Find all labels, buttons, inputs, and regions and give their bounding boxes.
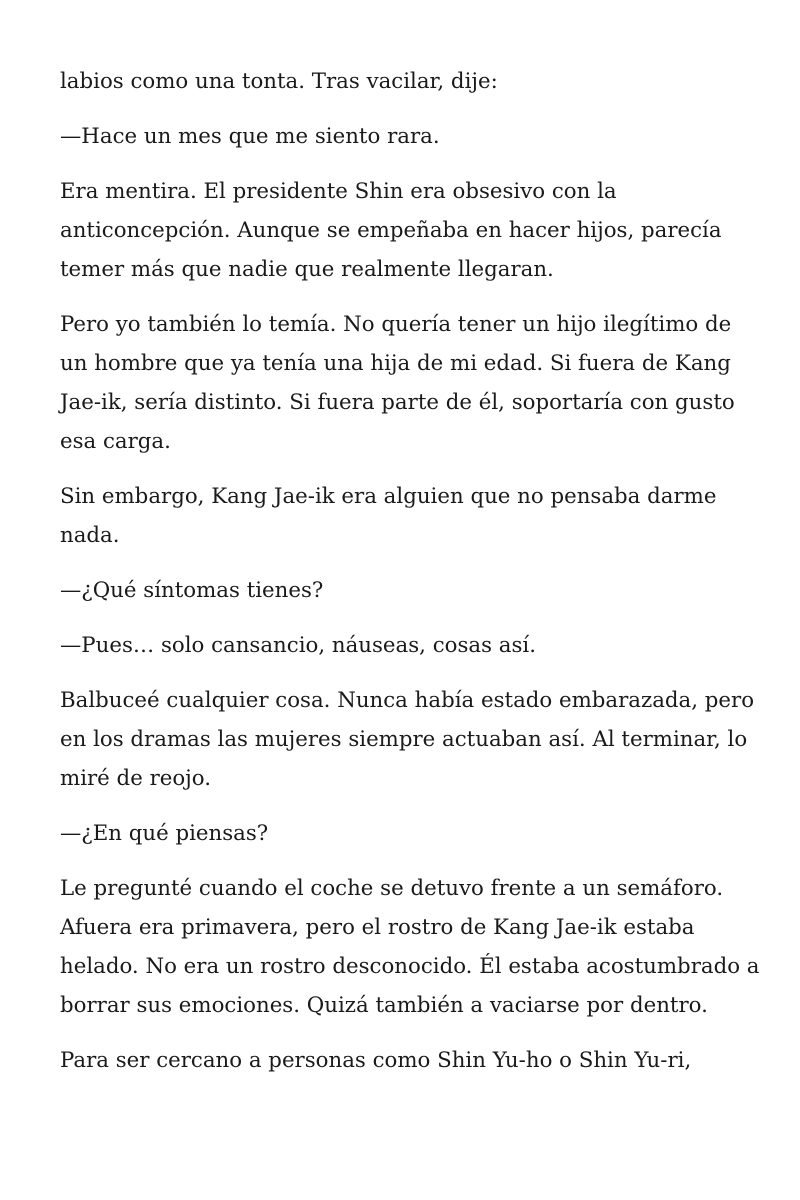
reading-page xyxy=(60,62,760,1096)
paragraph-7: —Pues… solo cansancio, náuseas, cosas así. xyxy=(60,633,536,658)
paragraph-11: Para ser cercano a personas como Shin Yu-ho o Shin Yu-ri, xyxy=(60,1048,692,1073)
paragraph-1: labios como una tonta. Tras vacilar, dije: xyxy=(60,69,498,94)
paragraph-4: Pero yo también lo temía. No quería tener un hijo ilegítimo de un hombre que ya tenía una hija de mi edad. Si fuera de Kang Jae-ik, sería distinto. Si fuera parte de él, soportaría con gusto esa carga. xyxy=(60,312,735,454)
paragraph-10: Le pregunté cuando el coche se detuvo frente a un semáforo. Afuera era primavera, pero el rostro de Kang Jae-ik estaba helado. No era un rostro desconocido. Él estaba acostumbrado a borrar sus emociones. Quizá también a vaciarse por dentro. xyxy=(60,876,760,1018)
paragraph-3: Era mentira. El presidente Shin era obsesivo con la anticoncepción. Aunque se empeñaba en hacer hijos, parecía temer más que nadie que realmente llegaran. xyxy=(60,179,722,282)
paragraph-9: —¿En qué piensas? xyxy=(60,821,269,846)
paragraph-8: Balbuceé cualquier cosa. Nunca había estado embarazada, pero en los dramas las mujeres siempre actuaban así. Al terminar, lo miré de reojo. xyxy=(60,688,755,791)
paragraph-6: —¿Qué síntomas tienes? xyxy=(60,578,324,603)
paragraph-2: —Hace un mes que me siento rara. xyxy=(60,124,440,149)
paragraph-5: Sin embargo, Kang Jae-ik era alguien que no pensaba darme nada. xyxy=(60,484,717,548)
